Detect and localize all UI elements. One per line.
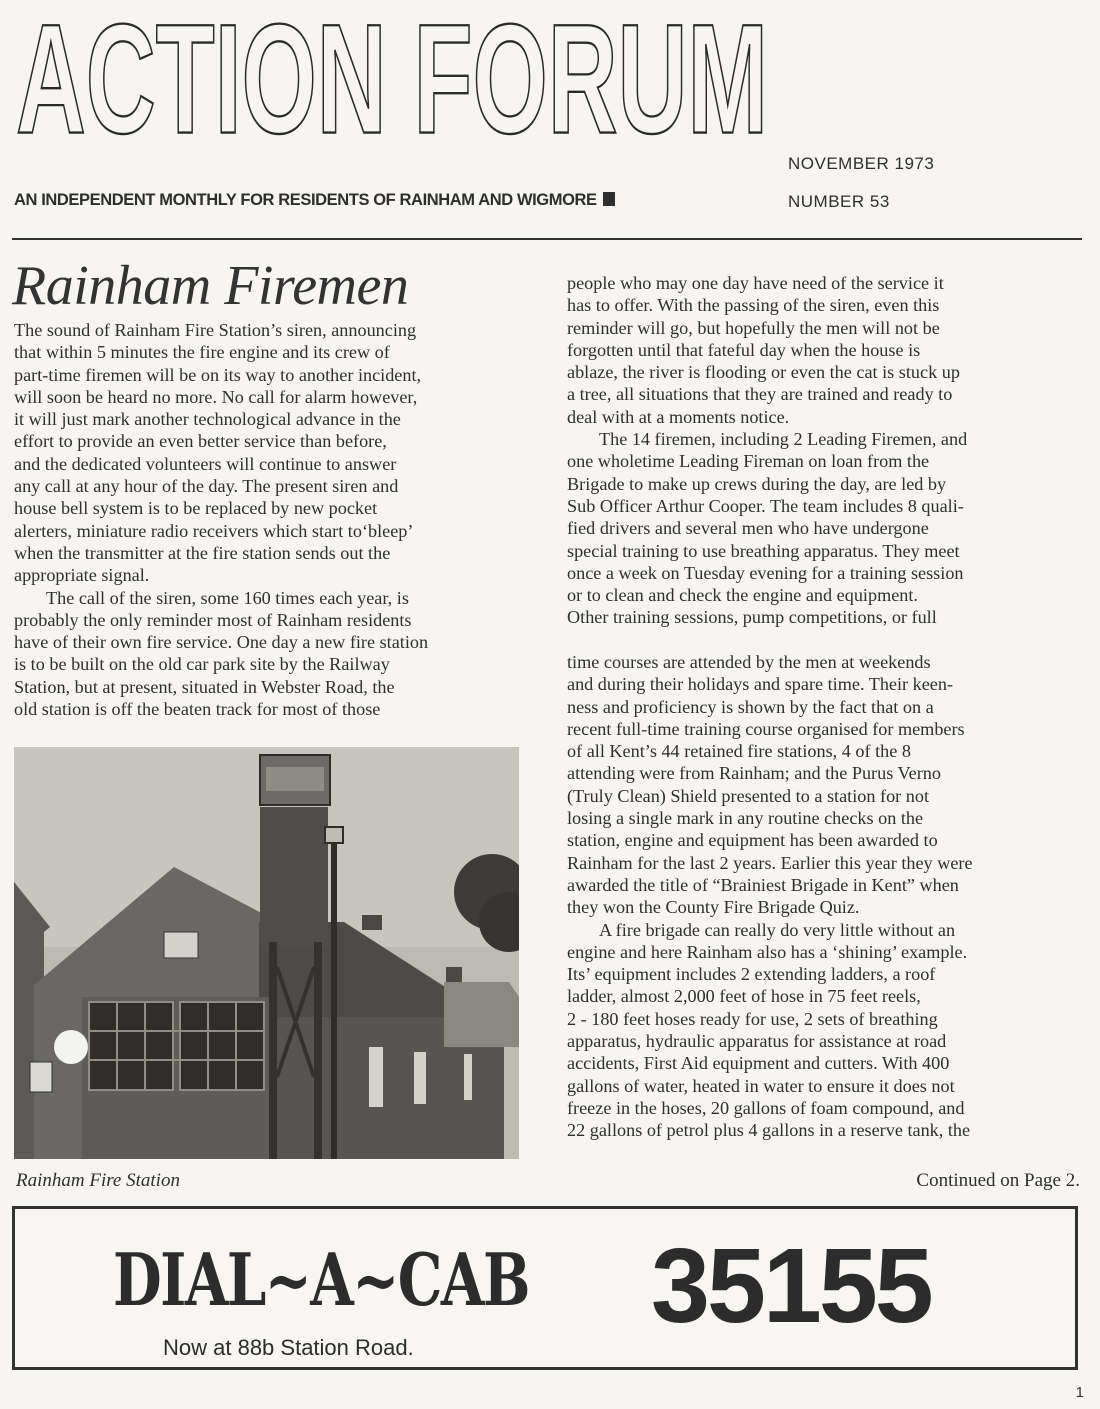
tagline (14, 191, 615, 210)
article-column-left (14, 319, 534, 720)
dial-a-cab-advert (12, 1206, 1078, 1370)
paragraph: The 14 firemen, including 2 Leading Firemen, and one wholetime Leading Fireman on loan from the Brigade to make up crews during the day, are led by Sub Officer Arthur Cooper. The team includes 8 quali- fied drivers and several men who have undergone special training to use breathing apparatus. They meet once a week on Tuesday evening for a training session or to clean and check the engine and equipment. Other training sessions, pump competitions, or full (567, 429, 968, 628)
paragraph: A fire brigade can really do very little without an engine and here Rainham also has a ‘shining’ example. Its’ equipment includes 2 extending ladders, a roof ladder, almost 2,000 feet of hose in 75 feet reels, 2 - 180 feet hoses ready for use, 2 sets of breathing apparatus, hydraulic apparatus for assistance at road accidents, First Aid equipment and cutters. With 400 gallons of water, heated in water to ensure it does not freeze in the hoses, 20 gallons of foam compound, and 22 gallons of petrol plus 4 gallons in a reserve tank, the (567, 919, 971, 1141)
article-column-right-top (567, 272, 1067, 629)
photo-caption: Rainham Fire Station (16, 1170, 180, 1191)
page-number: 1 (1075, 1384, 1084, 1401)
paragraph: The call of the siren, some 160 times each year, is probably the only reminder most of Rainham residents have of their own fire service. One day a new fire station is to be built on the old car park site by the Railway Station, but at present, situated in Webster Road, the old station is off the beaten track for most of those (14, 587, 429, 720)
tagline-text: AN INDEPENDENT MONTHLY FOR RESIDENTS OF RAINHAM AND WIGMORE (14, 191, 597, 209)
article-column-right-bottom (567, 651, 1067, 1142)
fire-station-photo-illustration (14, 747, 519, 1159)
advert-phone: 35155 (651, 1227, 931, 1345)
article-headline: Rainham Firemen (12, 255, 409, 317)
advert-name: DIAL~A~CAB (113, 1237, 529, 1322)
fire-station-photo (14, 747, 519, 1159)
masthead-title (12, 14, 772, 172)
continued-link[interactable]: Continued on Page 2. (916, 1170, 1080, 1191)
paragraph: The sound of Rainham Fire Station’s siren, announcing that within 5 minutes the fire engine and its crew of part-time firemen will be on its way to another incident, will soon be heard no more. No call for alarm however, it will just mark another technological advance in the effort to provide an even better service than before, and the dedicated volunteers will continue to answer any call at any hour of the day. The present siren and house bell system is to be replaced by new pocket alerters, miniature radio receivers which start to‘bleep’ when the transmitter at the fire station sends out the appropriate signal. (14, 320, 422, 586)
issue-number: NUMBER 53 (788, 192, 890, 211)
paragraph: time courses are attended by the men at weekends and during their holidays and spare time. Their keen- ness and proficiency is shown by the fact that on a recent full-time training course organised for members of all Kent’s 44 retained fire stations, 4 of the 8 attending were from Rainham; and the Purus Verno (Truly Clean) Shield presented to a station for not losing a single mark in any routine checks on the station, engine and equipment has been awarded to Rainham for the last 2 years. Earlier this year they were awarded the title of “Brainiest Brigade in Kent” when they won the County Fire Brigade Quiz. (567, 652, 973, 918)
paragraph: people who may one day have need of the service it has to offer. With the passing of the siren, even this reminder will go, but hopefully the men will not be forgotten until that fateful day when the house is ablaze, the river is flooding or even the cat is stuck up a tree, all situations that they are trained and ready to deal with at a moments notice. (567, 273, 960, 427)
square-bullet-icon (603, 192, 615, 206)
advert-address: Now at 88b Station Road. (163, 1335, 414, 1360)
masthead-title-text: ACTION FORUM (16, 14, 768, 167)
header-divider (12, 238, 1082, 240)
issue-date: NOVEMBER 1973 (788, 154, 935, 173)
